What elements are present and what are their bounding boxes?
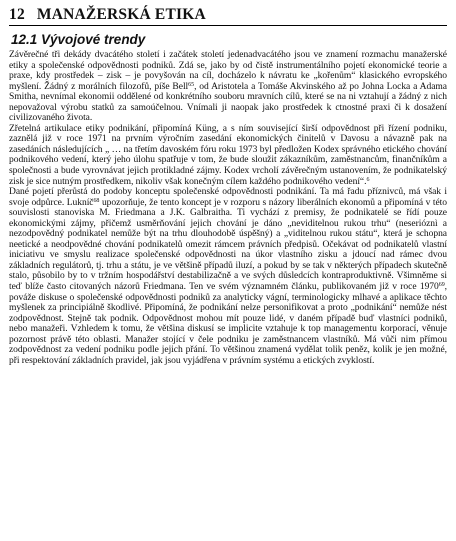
body-text: [9, 50, 447, 366]
paragraph: [9, 50, 447, 124]
paragraph: [9, 187, 447, 366]
chapter-number: 12: [9, 6, 25, 23]
text-run: Zřetelná artikulace etiky podnikání, připomíná Küng, a s ním související širší odpovědnost při řízení podniku, zaznělá již v roce 1971 na prvním výročním zasedání ekonomických činitelů v Davosu a návazně pak na zasedáních následujících „ … na třetím davoském fóru roku 1973 byl předložen Kodex správného etického chování podnikového vedení, který jeho úlohu spatřuje v tom, že bude sloužit zákazníkům, zaměstnancům, finančníkům a společnosti a bude vyrovnávat jejich protikladné zájmy. Kodex vrcholí závěrečným ustanovením, že podnikatelský zisk je sice nutným prostředkem, nikoliv však konečným cílem každého podnikového vedení“.: [9, 122, 447, 187]
text-run: Závěrečné tři dekády dvacátého století i začátek století jedenadvacátého jsou ve znamení rozmachu manažerské etiky a společenské odpovědnosti podniků. Zdá se, jako by od čistě instrumentálního pojetí ekonomické teorie a praxe, kdy prostředek – zisk – je povyšován na cíl, docházelo k návratu ke „kořenům“ klasického evropského myšlení. Žádný z morálních filozofů, píše Bell: [9, 49, 447, 92]
footnote-marker: 69: [438, 282, 445, 289]
footnote-marker: 68: [93, 197, 100, 204]
text-run: Dané pojetí přerůstá do podoby konceptu společenské odpovědnosti podnikání. Ta má řadu příznivců, má však i svoje odpůrce. Lukníč: [9, 186, 447, 208]
text-run: , od Aristotela a Tomáše Akvinského až po Johna Locka a Adama Smitha, nevnímal ekonomii oddělené od konkrétního souboru mravních cílů, které se na ni vztahují a žádný z nich nepovažoval výrobu statků za samoúčelnou. Vnímali ji naopak jako prostředek k ctnostné praxi či k dosažení civilizovaného života.: [9, 80, 447, 124]
footnote-marker: 65: [188, 81, 195, 88]
paragraph: [9, 124, 447, 187]
footnote-marker: 6: [366, 176, 370, 183]
chapter-title: MANAŽERSKÁ ETIKA: [36, 6, 206, 23]
chapter-heading: [9, 6, 447, 26]
text-run: upozorňuje, že tento koncept je v rozporu s názory liberálních ekonomů a připomíná v této souvislosti stanoviska M. Friedmana a J.K. Galbraitha. Ti vychází z premisy, že podnikatelé se řídí pouze ekonomickými zájmy, přičemž usměrňování jejich chování je dáno „neviditelnou rukou trhu“ (neserióznì a nezodpovědný podnikatel nemůže být na trhu dlouhodobě úspěšný) a „viditelnou rukou státu“, která je schopna neetické a neodpovědné chování podnikatelů omezit rámcem právních předpisů. Očekávat od podnikatelů vlastní iniciativu ve smyslu realizace společenské odpovědnosti na úkor vlastního zisku a jdoucí nad rámec dvou základních regulátorů, tj. trhu a státu, je ve většině případů iluzí, a pokud by se tak v některých případech skutečně stalo, působilo by to v tržním hospodářství destabilizačně a ve svých důsledcích kontraproduktivně. Všimněme si teď blíže často citovaných názorů Friedmana. Ten ve svém významném článku, publikovaném již v roce 1970: [9, 196, 447, 293]
text-run: , pováže diskuse o společenské odpovědnosti podniků za analyticky vágní, terminologicky mlhavé a aplikace těchto myšlenek za principiálně škodlivé. Připomíná, že podnikání nelze personifikovat a proto „podnikání“ nemůže nést zodpovědnost. Stejně tak podnik. Odpovědnost mohou mít pouze lidé, v daném případě buď vlastníci podniků, nebo manažeři. Vzhledem k tomu, že většina diskusí se implicite vztahuje k top managementu korporací, věnuje pozornost právě této oblasti. Manažer stojící v čele podniku je zaměstnancem vlastníků. Má vůči nim přímou zodpovědnost za vedení podniku podle jejich přání. To většinou znamená vydělat tolik peněz, kolik je jen možné, při respektování základních pravidel, jak jsou vyjádřena v právním systému a etických zvyklostí.: [9, 281, 447, 366]
section-heading: 12.1 Vývojové trendy: [11, 32, 146, 47]
